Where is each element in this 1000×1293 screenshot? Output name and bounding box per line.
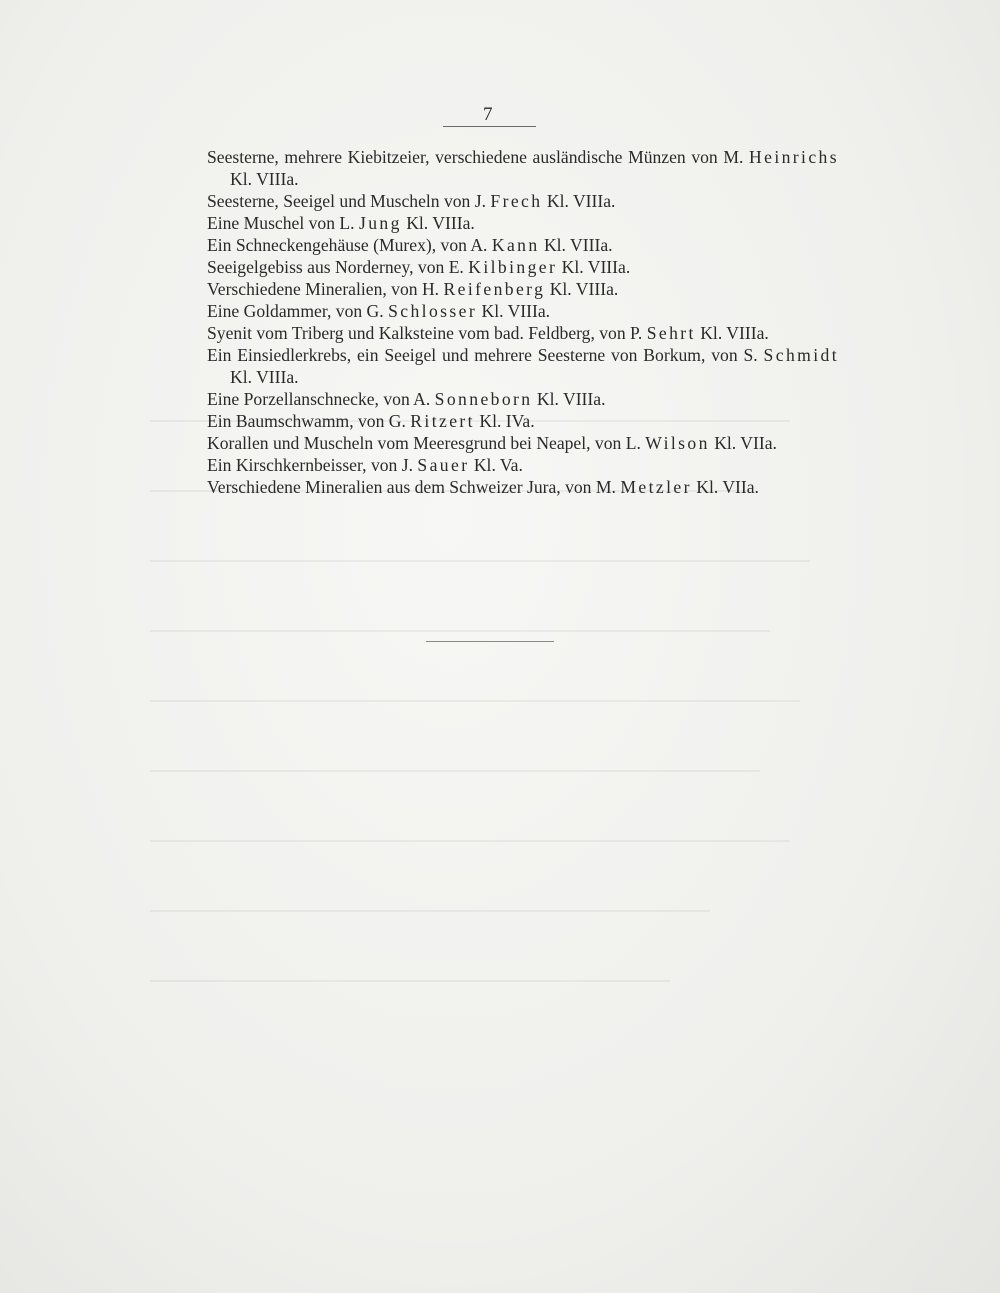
entry-text: Ein Schneckengehäuse (Murex), von A.: [207, 235, 492, 255]
entry-text: Verschiedene Mineralien aus dem Schweizer Jura, von M.: [207, 477, 621, 497]
entry-class: Kl. Va.: [469, 455, 523, 475]
donor-name: Sonneborn: [434, 389, 533, 409]
list-item: [207, 388, 839, 410]
entry-class: Kl. VIIIa.: [532, 389, 606, 409]
list-item: [207, 190, 839, 212]
entry-class: Kl. VIIIa.: [401, 213, 475, 233]
list-item: [207, 432, 839, 454]
entry-class: Kl. IVa.: [474, 411, 535, 431]
donor-name: Metzler: [620, 477, 692, 497]
donation-list: [207, 146, 839, 498]
donor-name: Sauer: [417, 455, 470, 475]
entry-class: Kl. VIIa.: [691, 477, 759, 497]
entry-class: Kl. VIIIa.: [539, 235, 613, 255]
entry-text: Eine Muschel von L.: [207, 213, 359, 233]
entry-text: Seesterne, Seeigel und Muscheln von J.: [207, 191, 491, 211]
entry-text: Seesterne, mehrere Kiebitzeier, verschiedene ausländische Münzen von M.: [207, 147, 749, 167]
donor-name: Schmidt: [763, 345, 839, 365]
list-item: [207, 234, 839, 256]
donor-name: Ritzert: [410, 411, 475, 431]
entry-class: Kl. VIIIa.: [230, 169, 299, 189]
donor-name: Kilbinger: [468, 257, 558, 277]
list-item: [207, 410, 839, 432]
entry-class: Kl. VIIIa.: [542, 191, 616, 211]
entry-text: Ein Kirschkernbeisser, von J.: [207, 455, 418, 475]
list-item: [207, 212, 839, 234]
entry-text: Eine Porzellanschnecke, von A.: [207, 389, 435, 409]
page-number: 7: [483, 104, 493, 125]
list-item: [207, 344, 839, 388]
donor-name: Schlosser: [388, 301, 478, 321]
entry-class: Kl. VIIIa.: [545, 279, 619, 299]
page-number-rule: [443, 126, 536, 127]
donor-name: Wilson: [645, 433, 710, 453]
donor-name: Jung: [358, 213, 402, 233]
entry-text: Syenit vom Triberg und Kalksteine vom bad. Feldberg, von P.: [207, 323, 647, 343]
entry-text: Ein Einsiedlerkrebs, ein Seeigel und mehrere Seesterne von Borkum, von S.: [207, 345, 764, 365]
entry-class: Kl. VIIIa.: [477, 301, 551, 321]
entry-class: Kl. VIIa.: [709, 433, 777, 453]
donor-name: Frech: [490, 191, 543, 211]
entry-class: Kl. VIIIa.: [557, 257, 631, 277]
list-item: [207, 454, 839, 476]
closing-rule: [426, 641, 554, 642]
donor-name: Kann: [491, 235, 540, 255]
list-item: [207, 278, 839, 300]
entry-text: Verschiedene Mineralien, von H.: [207, 279, 444, 299]
entry-text: Korallen und Muscheln vom Meeresgrund bei Neapel, von L.: [207, 433, 646, 453]
entry-text: Seeigelgebiss aus Norderney, von E.: [207, 257, 469, 277]
list-item: [207, 146, 839, 190]
entry-text: Eine Goldammer, von G.: [207, 301, 389, 321]
entry-class: Kl. VIIIa.: [695, 323, 769, 343]
list-item: [207, 256, 839, 278]
entry-class: Kl. VIIIa.: [230, 367, 299, 387]
donor-name: Reifenberg: [443, 279, 546, 299]
list-item: [207, 476, 839, 498]
donor-name: Sehrt: [646, 323, 696, 343]
list-item: [207, 322, 839, 344]
donor-name: Heinrichs: [749, 147, 839, 167]
entry-text: Ein Baumschwamm, von G.: [207, 411, 411, 431]
list-item: [207, 300, 839, 322]
